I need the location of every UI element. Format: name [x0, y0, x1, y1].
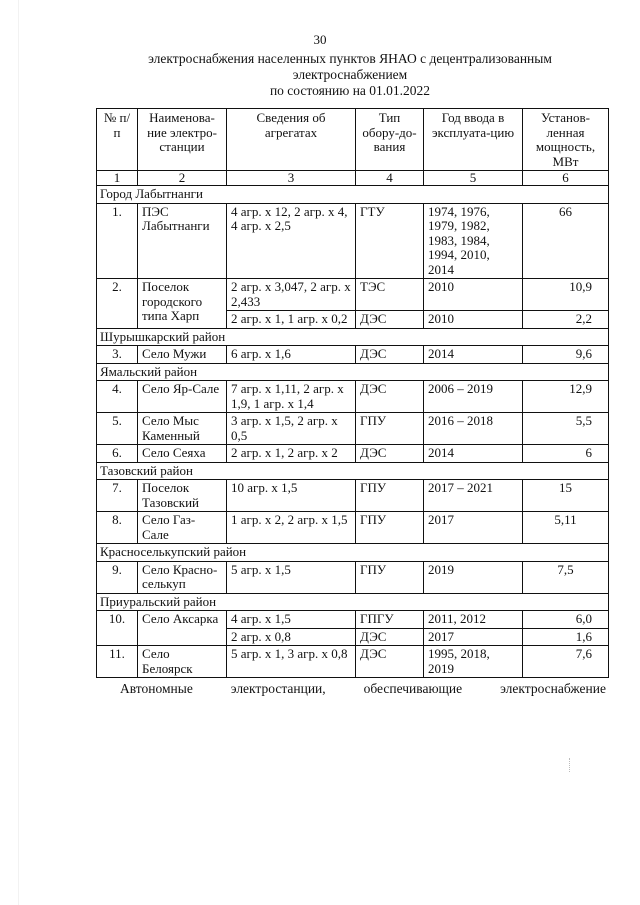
commission-year: 2011, 2012: [424, 611, 523, 629]
station-name: Село Мужи: [138, 346, 227, 364]
page-number: 30: [313, 32, 327, 47]
region-name: Приуральский район: [97, 593, 609, 611]
header-name: Наименова-ние электро-станции: [138, 109, 227, 171]
equipment-type: ДЭС: [356, 381, 424, 413]
station-name: Село Сеяха: [138, 445, 227, 463]
row-number: 8.: [97, 512, 138, 544]
row-number: 7.: [97, 480, 138, 512]
title-line-2: электроснабжением: [292, 67, 408, 82]
equipment-type: ДЭС: [356, 346, 424, 364]
table-header-row: [97, 109, 609, 171]
installed-capacity: 15: [523, 480, 609, 512]
equipment-type: ГТУ: [356, 203, 424, 279]
region-row: [97, 462, 609, 480]
commission-year: 2010: [424, 279, 523, 311]
installed-capacity: 9,6: [523, 346, 609, 364]
table-row: [97, 279, 609, 311]
paragraph-word: Автономные: [120, 681, 193, 696]
installed-capacity: 7,5: [523, 561, 609, 593]
scan-artifact: [18, 0, 19, 905]
units-info: 7 агр. х 1,11, 2 агр. х 1,9, 1 агр. х 1,4: [227, 381, 356, 413]
table-row: [97, 512, 609, 544]
commission-year: 2006 – 2019: [424, 381, 523, 413]
units-info: 1 агр. х 2, 2 агр. х 1,5: [227, 512, 356, 544]
header-units: Сведения об агрегатах: [227, 109, 356, 171]
region-name: Шурышкарский район: [97, 328, 609, 346]
station-name: Село Аксарка: [138, 611, 227, 646]
units-info: 4 агр. х 12, 2 агр. х 4, 4 агр. х 2,5: [227, 203, 356, 279]
installed-capacity: 2,2: [523, 311, 609, 329]
header-type: Тип обору-до-вания: [356, 109, 424, 171]
commission-year: 2016 – 2018: [424, 413, 523, 445]
column-index: 2: [138, 171, 227, 186]
region-row: [97, 328, 609, 346]
commission-year: 2017 – 2021: [424, 480, 523, 512]
title-line-3: по состоянию на 01.01.2022: [269, 83, 431, 98]
power-stations-table: [96, 108, 609, 678]
station-name: ПЭС Лабытнанги: [138, 203, 227, 279]
column-index: 6: [523, 171, 609, 186]
station-name: Село Красно-селькуп: [138, 561, 227, 593]
units-info: 4 агр. х 1,5: [227, 611, 356, 629]
units-info: 2 агр. х 1, 1 агр. х 0,2: [227, 311, 356, 329]
installed-capacity: 6,0: [523, 611, 609, 629]
table-row: [97, 445, 609, 463]
equipment-type: ГПУ: [356, 512, 424, 544]
installed-capacity: 7,6: [523, 646, 609, 678]
row-number: 10.: [97, 611, 138, 646]
paragraph-word: электроснабжение: [500, 681, 606, 696]
commission-year: 2017: [424, 628, 523, 646]
region-row: [97, 186, 609, 204]
units-info: 5 агр. х 1, 3 агр. х 0,8: [227, 646, 356, 678]
paragraph-word: электростанции,: [230, 681, 326, 696]
units-info: 5 агр. х 1,5: [227, 561, 356, 593]
document-title: [110, 51, 590, 99]
installed-capacity: 66: [523, 203, 609, 279]
equipment-type: ДЭС: [356, 646, 424, 678]
equipment-type: ГПУ: [356, 413, 424, 445]
header-num: № п/п: [97, 109, 138, 171]
region-row: [97, 544, 609, 562]
table-row: [97, 480, 609, 512]
station-name: Село Мыс Каменный: [138, 413, 227, 445]
units-info: 2 агр. х 3,047, 2 агр. х 2,433: [227, 279, 356, 311]
equipment-type: ГПУ: [356, 561, 424, 593]
station-name: Поселок городского типа Харп: [138, 279, 227, 329]
equipment-type: ДЭС: [356, 445, 424, 463]
commission-year: 2014: [424, 346, 523, 364]
region-row: [97, 593, 609, 611]
row-number: 5.: [97, 413, 138, 445]
row-number: 11.: [97, 646, 138, 678]
row-number: 2.: [97, 279, 138, 329]
column-index: 1: [97, 171, 138, 186]
commission-year: 2010: [424, 311, 523, 329]
station-name: Село Газ-Сале: [138, 512, 227, 544]
equipment-type: ДЭС: [356, 628, 424, 646]
installed-capacity: 10,9: [523, 279, 609, 311]
station-name: Село Белоярск: [138, 646, 227, 678]
row-number: 3.: [97, 346, 138, 364]
column-index-row: [97, 171, 609, 186]
units-info: 6 агр. х 1,6: [227, 346, 356, 364]
station-name: Поселок Тазовский: [138, 480, 227, 512]
equipment-type: ТЭС: [356, 279, 424, 311]
table-row: [97, 346, 609, 364]
row-number: 4.: [97, 381, 138, 413]
scan-artifact: [569, 758, 572, 772]
installed-capacity: 12,9: [523, 381, 609, 413]
commission-year: 1995, 2018, 2019: [424, 646, 523, 678]
header-power: Установ-ленная мощность, МВт: [523, 109, 609, 171]
row-number: 6.: [97, 445, 138, 463]
table-row: [97, 646, 609, 678]
commission-year: 1974, 1976, 1979, 1982, 1983, 1984, 1994, 2010, 2014: [424, 203, 523, 279]
paragraph-word: обеспечивающие: [363, 681, 463, 696]
table-row: [97, 611, 609, 629]
region-row: [97, 363, 609, 381]
row-number: 9.: [97, 561, 138, 593]
units-info: 2 агр. х 1, 2 агр. х 2: [227, 445, 356, 463]
column-index: 3: [227, 171, 356, 186]
installed-capacity: 5,5: [523, 413, 609, 445]
equipment-type: ГПУ: [356, 480, 424, 512]
units-info: 3 агр. х 1,5, 2 агр. х 0,5: [227, 413, 356, 445]
commission-year: 2019: [424, 561, 523, 593]
units-info: 2 агр. х 0,8: [227, 628, 356, 646]
commission-year: 2014: [424, 445, 523, 463]
region-name: Ямальский район: [97, 363, 609, 381]
body-paragraph: [120, 681, 606, 697]
title-line-1: электроснабжения населенных пунктов ЯНАО с децентрализованным: [148, 51, 552, 66]
table-row: [97, 561, 609, 593]
equipment-type: ДЭС: [356, 311, 424, 329]
region-name: Тазовский район: [97, 462, 609, 480]
installed-capacity: 5,11: [523, 512, 609, 544]
table-row: [97, 381, 609, 413]
equipment-type: ГПГУ: [356, 611, 424, 629]
region-name: Город Лабытнанги: [97, 186, 609, 204]
table-row: [97, 413, 609, 445]
installed-capacity: 1,6: [523, 628, 609, 646]
commission-year: 2017: [424, 512, 523, 544]
table-row: [97, 203, 609, 279]
row-number: 1.: [97, 203, 138, 279]
column-index: 4: [356, 171, 424, 186]
installed-capacity: 6: [523, 445, 609, 463]
column-index: 5: [424, 171, 523, 186]
station-name: Село Яр-Сале: [138, 381, 227, 413]
region-name: Красноселькупский район: [97, 544, 609, 562]
header-year: Год ввода в эксплуата-цию: [424, 109, 523, 171]
units-info: 10 агр. х 1,5: [227, 480, 356, 512]
